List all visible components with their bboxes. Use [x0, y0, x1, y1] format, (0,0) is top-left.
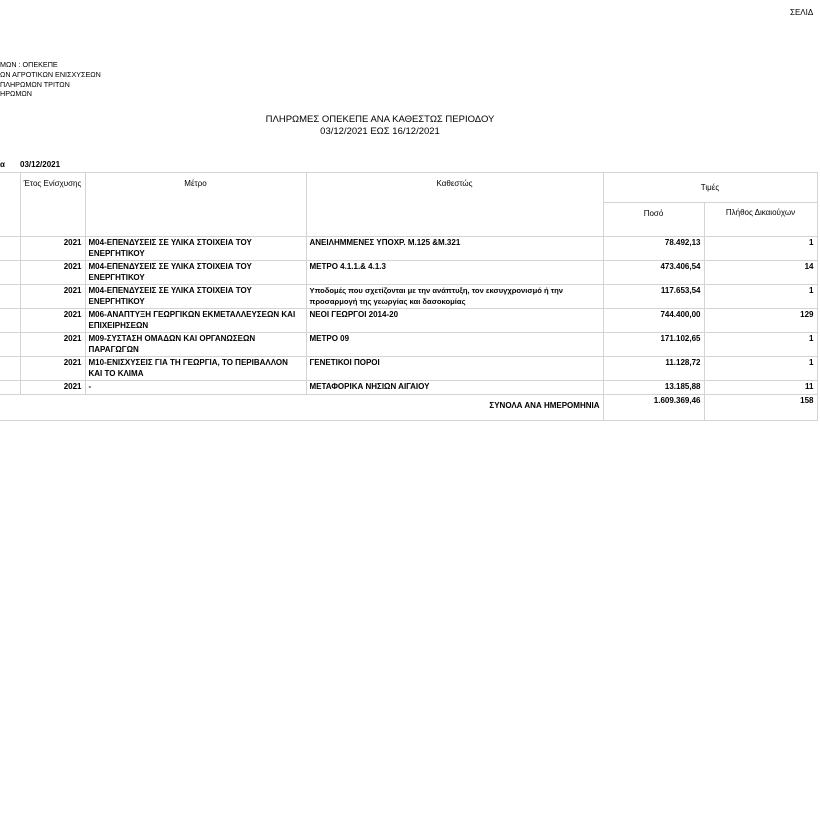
row-marker-cell	[0, 357, 20, 381]
scheme-column-header: Καθεστώς	[306, 173, 603, 237]
scheme-cell: ΓΕΝΕΤΙΚΟΙ ΠΟΡΟΙ	[306, 357, 603, 381]
year-column-header: Έτος Ενίσχυσης	[20, 173, 85, 237]
year-cell: 2021	[20, 357, 85, 381]
date-line	[0, 160, 60, 169]
date-label: α	[0, 160, 5, 169]
amount-cell: 744.400,00	[603, 309, 704, 333]
row-marker-cell	[0, 285, 20, 309]
page-number-label: ΣΕΛΙΔ	[790, 8, 814, 17]
row-marker-cell	[0, 309, 20, 333]
measure-cell: Μ06-ΑΝΑΠΤΥΞΗ ΓΕΩΡΓΙΚΩΝ ΕΚΜΕΤΑΛΛΕΥΣΕΩΝ ΚΑΙ ΕΠΙΧΕΙΡΗΣΕΩΝ	[85, 309, 306, 333]
scheme-cell: ΝΕΟΙ ΓΕΩΡΓΟΙ 2014-20	[306, 309, 603, 333]
scheme-cell: ΜΕΤΑΦΟΡΙΚΑ ΝΗΣΙΩΝ ΑΙΓΑΙΟΥ	[306, 381, 603, 395]
scheme-cell: ΜΕΤΡΟ 4.1.1.& 4.1.3	[306, 261, 603, 285]
totals-beneficiaries: 158	[704, 395, 817, 421]
header-line: ΗΡΩΜΩΝ	[0, 89, 32, 99]
totals-amount: 1.609.369,46	[603, 395, 704, 421]
measure-column-header: Μέτρο	[85, 173, 306, 237]
row-marker-cell	[0, 333, 20, 357]
measure-cell: Μ10-ΕΝΙΣΧΥΣΕΙΣ ΓΙΑ ΤΗ ΓΕΩΡΓΙΑ, ΤΟ ΠΕΡΙΒΑΛΛΟΝ ΚΑΙ ΤΟ ΚΛΙΜΑ	[85, 357, 306, 381]
payments-table	[0, 172, 818, 421]
year-cell: 2021	[20, 285, 85, 309]
beneficiaries-cell: 1	[704, 237, 817, 261]
report-title: ΠΛΗΡΩΜΕΣ ΟΠΕΚΕΠΕ ΑΝΑ ΚΑΘΕΣΤΩΣ ΠΕΡΙΟΔΟΥ	[265, 114, 495, 125]
amount-cell: 13.185,88	[603, 381, 704, 395]
totals-row	[0, 395, 817, 421]
header-line: ΠΛΗΡΩΜΩΝ ΤΡΙΤΩΝ	[0, 79, 70, 89]
organization-header	[0, 60, 101, 99]
measure-cell: -	[85, 381, 306, 395]
row-marker-cell	[0, 261, 20, 285]
row-marker-cell	[0, 381, 20, 395]
values-column-header: Τιμές	[603, 173, 817, 203]
amount-cell: 117.653,54	[603, 285, 704, 309]
table-row	[0, 333, 817, 357]
row-marker-cell	[0, 237, 20, 261]
totals-label: ΣΥΝΟΛΑ ΑΝΑ ΗΜΕΡΟΜΗΝΙΑ	[0, 395, 603, 421]
date-value: 03/12/2021	[20, 160, 61, 169]
table-row	[0, 357, 817, 381]
measure-cell: Μ04-ΕΠΕΝΔΥΣΕΙΣ ΣΕ ΥΛΙΚΑ ΣΤΟΙΧΕΙΑ ΤΟΥ ΕΝΕΡΓΗΤΙΚΟΥ	[85, 261, 306, 285]
beneficiaries-cell: 11	[704, 381, 817, 395]
table-row	[0, 261, 817, 285]
amount-cell: 11.128,72	[603, 357, 704, 381]
beneficiaries-cell: 129	[704, 309, 817, 333]
amount-cell: 171.102,65	[603, 333, 704, 357]
beneficiaries-cell: 1	[704, 333, 817, 357]
table-row	[0, 285, 817, 309]
amount-cell: 473.406,54	[603, 261, 704, 285]
measure-cell: Μ09-ΣΥΣΤΑΣΗ ΟΜΑΔΩΝ ΚΑΙ ΟΡΓΑΝΩΣΕΩΝ ΠΑΡΑΓΩΓΩΝ	[85, 333, 306, 357]
year-cell: 2021	[20, 309, 85, 333]
header-line: ΜΩΝ : ΟΠΕΚΕΠΕ	[0, 60, 58, 69]
scheme-cell: ΑΝΕΙΛΗΜΜΕΝΕΣ ΥΠΟΧΡ. Μ.125 &Μ.321	[306, 237, 603, 261]
year-cell: 2021	[20, 237, 85, 261]
table-row	[0, 237, 817, 261]
header-line: ΩΝ ΑΓΡΟΤΙΚΩΝ ΕΝΙΣΧΥΣΕΩΝ	[0, 69, 101, 79]
amount-cell: 78.492,13	[603, 237, 704, 261]
beneficiaries-cell: 1	[704, 285, 817, 309]
beneficiaries-cell: 1	[704, 357, 817, 381]
scheme-cell: ΜΕΤΡΟ 09	[306, 333, 603, 357]
amount-column-header: Ποσό	[603, 203, 704, 237]
report-title-block	[0, 114, 760, 138]
measure-cell: Μ04-ΕΠΕΝΔΥΣΕΙΣ ΣΕ ΥΛΙΚΑ ΣΤΟΙΧΕΙΑ ΤΟΥ ΕΝΕΡΓΗΤΙΚΟΥ	[85, 285, 306, 309]
table-row	[0, 381, 817, 395]
beneficiaries-column-header: Πλήθος Δικαιούχων	[704, 203, 817, 237]
blank-header-cell	[0, 173, 20, 237]
year-cell: 2021	[20, 261, 85, 285]
year-cell: 2021	[20, 381, 85, 395]
beneficiaries-cell: 14	[704, 261, 817, 285]
scheme-cell: Υποδομές που σχετίζονται με την ανάπτυξη, τον εκσυγχρονισμό ή την προσαρμογή της γεωργίας και δασοκομίας	[306, 285, 603, 309]
report-period: 03/12/2021 ΕΩΣ 16/12/2021	[320, 126, 440, 137]
measure-cell: Μ04-ΕΠΕΝΔΥΣΕΙΣ ΣΕ ΥΛΙΚΑ ΣΤΟΙΧΕΙΑ ΤΟΥ ΕΝΕΡΓΗΤΙΚΟΥ	[85, 237, 306, 261]
year-cell: 2021	[20, 333, 85, 357]
table-row	[0, 309, 817, 333]
